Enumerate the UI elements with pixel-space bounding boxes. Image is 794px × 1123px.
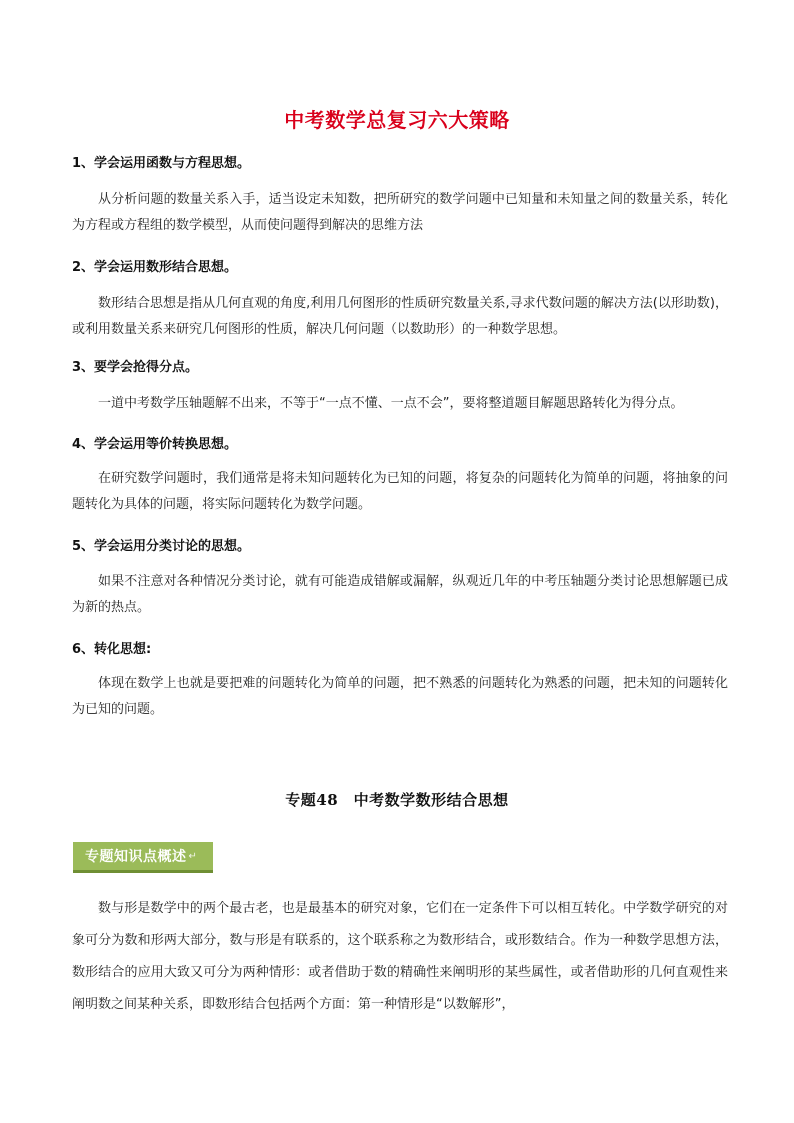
strategy-1-heading: 1、学会运用函数与方程思想。 <box>72 156 251 171</box>
strategy-2-body: 数形结合思想是指从几何直观的角度,利用几何图形的性质研究数量关系,寻求代数问题的解决方法(以形助数)，或利用数量关系来研究几何图形的性质，解决几何问题（以数助形）的一种数学思想。 <box>72 296 728 337</box>
strategy-6-heading: 6、转化思想: <box>72 642 152 657</box>
strategy-5-body: 如果不注意对各种情况分类讨论，就有可能造成错解或漏解，纵观近几年的中考压轴题分类讨论思想解题已成为新的热点。 <box>72 574 728 615</box>
strategy-1-body: 从分析问题的数量关系入手，适当设定未知数，把所研究的数学问题中已知量和未知量之间的数量关系，转化为方程或方程组的数学模型，从而使问题得到解决的思维方法 <box>72 192 728 233</box>
strategy-5-heading: 5、学会运用分类讨论的思想。 <box>72 539 251 554</box>
topic-intro-paragraph: 数与形是数学中的两个最古老，也是最基本的研究对象，它们在一定条件下可以相互转化。中学数学研究的对象可分为数和形两大部分，数与形是有联系的，这个联系称之为数形结合，或形数结合。作为一种数学思想方法，数形结合的应用大致又可分为两种情形：或者借助于数的精确性来阐明形的某些属性，或者借助形的几何直观性来阐明数之间某种关系，即数形结合包括两个方面：第一种情形是“以数解形”， <box>72 901 728 1012</box>
topic-title: 专题48 中考数学数形结合思想 <box>285 791 509 809</box>
strategy-4-body: 在研究数学问题时，我们通常是将未知问题转化为已知的问题，将复杂的问题转化为简单的问题，将抽象的问题转化为具体的问题，将实际问题转化为数学问题。 <box>72 471 728 512</box>
page-title: 中考数学总复习六大策略 <box>284 108 510 132</box>
strategy-4-heading: 4、学会运用等价转换思想。 <box>72 437 238 452</box>
paragraph-return-icon: ↵ <box>188 850 197 862</box>
badge-label: 专题知识点概述 <box>85 849 187 865</box>
strategy-2-heading: 2、学会运用数形结合思想。 <box>72 260 238 275</box>
strategy-6-body: 体现在数学上也就是要把难的问题转化为简单的问题，把不熟悉的问题转化为熟悉的问题，把未知的问题转化为已知的问题。 <box>72 676 728 717</box>
topic-overview-badge <box>73 842 213 873</box>
strategy-3-heading: 3、要学会抢得分点。 <box>72 360 199 375</box>
strategy-3-body: 一道中考数学压轴题解不出来，不等于“一点不懂、一点不会”，要将整道题目解题思路转化为得分点。 <box>98 396 684 411</box>
